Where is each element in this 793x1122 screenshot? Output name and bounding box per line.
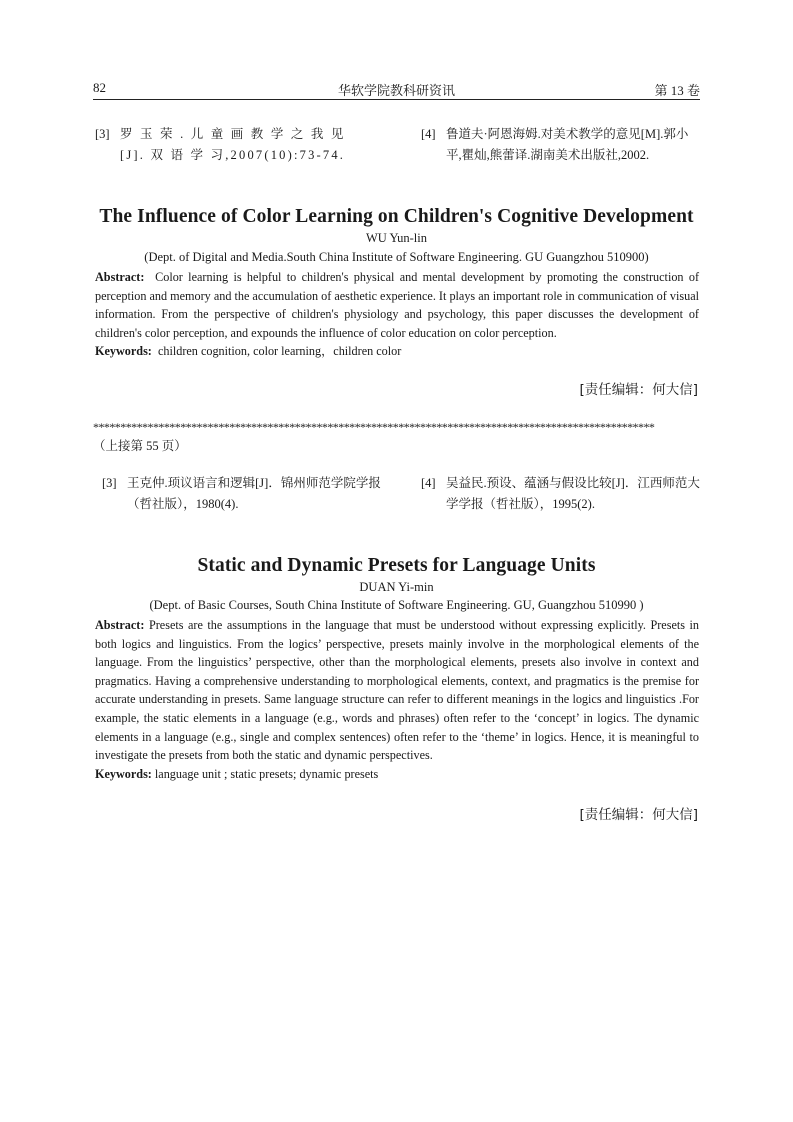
reference-number: [3] [95,127,110,141]
reference-text: 鲁道夫·阿恩海姆.对美术教学的意见[M].郭小平,瞿灿,熊蕾译.湖南美术出版社,2002. [446,127,689,162]
editor-note: [责任编辑：何大信] [579,807,698,823]
article-affiliation: (Dept. of Digital and Media.South China Institute of Software Engineering. GU Guangzhou 510900) [144,250,649,264]
keywords-text: language unit ; static presets; dynamic presets [154,766,379,781]
journal-title: 华软学院教科研资讯 [337,83,455,98]
keywords-text: children cognition, color learning，children color [157,344,402,359]
keywords-label: Keywords: [95,344,152,359]
reference-number: [4] [421,476,436,490]
page-number: 82 [93,80,106,95]
article-author: DUAN Yi-min [359,580,434,594]
article-title: The Influence of Color Learning on Children's Cognitive Development [99,206,694,227]
reference-item [102,473,387,515]
article-author: WU Yun-lin [366,231,427,245]
abstract-block [95,268,699,361]
reference-text: 王克仲.顼议语言和逻辑[J]．锦州师范学院学报（哲社版），1980(4). [127,476,381,511]
abstract-text: Presets are the assumptions in the language that must be understood without expressing explicitly. Presets in both logics and linguistics. From the logics’ perspective, presets mainly involve in the morphological elements of the language. From the linguistics’ perspective, other than the morphological elements, presets also involve in context and pragmatics. Having a comprehensive understanding to morphological elements, context, and pragmatics is the premise for accurate understanding in presets. Same language structure can refer to different meanings in the logics and linguistics .For example, the static elements in a language (e.g., words and phrases) often refer to the ‘concept’ in logics. The dynamic elements in a language (e.g., single and complex sentences) often refer to the ‘theme’ in logics. Hence, it is meaningful to investigate the presets from both the static and dynamic perspectives. [95,618,700,763]
keywords-label: Keywords: [95,766,152,781]
reference-number: [4] [421,127,436,141]
abstract-paragraph [95,616,699,765]
reference-text: 罗 玉 荣 . 儿 童 画 教 学 之 我 见 [J]. 双 语 学 习,2007(10):73-74. [120,127,346,162]
continued-note: （上接第 55 页） [93,439,187,453]
reference-item [95,124,375,166]
running-header [93,80,700,98]
reference-item [421,124,703,166]
header-rule [93,99,700,100]
article-affiliation: (Dept. of Basic Courses, South China Institute of Software Engineering. GU, Guangzhou 510990 ) [149,598,644,612]
abstract-block [95,616,699,783]
abstract-label: Abstract: [95,618,145,632]
abstract-paragraph [95,268,699,342]
abstract-text: Color learning is helpful to children's physical and mental development by promoting the construction of perception and memory and the accumulation of aesthetic experience. It plays an important role in communication of visual information. From the perspective of children's physiology and psychology, this paper discusses the development of children's color perception, and expounds the influence of color education on color perception. [95,270,700,340]
keywords-line [95,342,699,361]
reference-item [421,473,703,515]
editor-note: [责任编辑：何大信] [579,382,698,398]
volume-label: 第 13 卷 [654,83,700,98]
keywords-line [95,765,699,784]
reference-text: 吴益民.预设、蕴涵与假设比较[J]．江西师范大学学报（哲社版），1995(2). [446,476,700,511]
article-title: Static and Dynamic Presets for Language Units [197,555,596,576]
abstract-label: Abstract: [95,270,145,284]
reference-number: [3] [102,476,117,490]
separator-line: ******************************************************************************************************* [93,420,655,434]
